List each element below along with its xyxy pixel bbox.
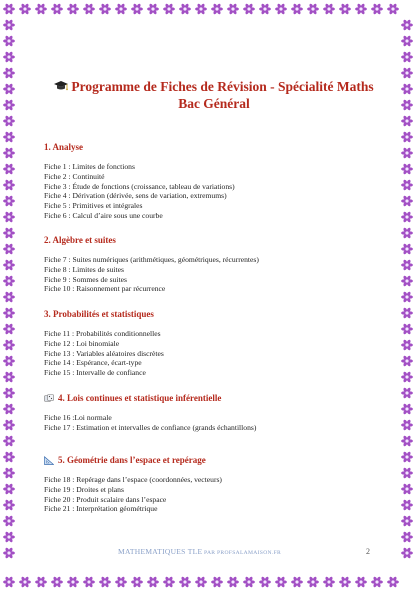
flower-icon: [401, 195, 413, 207]
title-line-1: Programme de Fiches de Révision - Spécialité Maths: [71, 79, 374, 94]
flower-icon: [131, 3, 143, 15]
flower-icon: [323, 576, 335, 588]
flower-icon: [195, 576, 207, 588]
flower-icon: [3, 403, 15, 415]
flower-icon: [3, 179, 15, 191]
flower-icon: [3, 259, 15, 271]
flower-icon: [99, 576, 111, 588]
footer-main-text: MATHEMATIQUES TLE: [118, 547, 203, 556]
set-square-icon: [44, 456, 54, 465]
section-title: [44, 393, 384, 404]
flower-icon: [3, 323, 15, 335]
fiche-item: Fiche 13 : Variables aléatoires discrètes: [44, 348, 164, 358]
flower-icon: [3, 467, 15, 479]
flower-icon: [67, 576, 79, 588]
section-title-text: 3. Probabilités et statistiques: [44, 309, 154, 319]
flower-icon: [3, 499, 15, 511]
flower-icon: [211, 576, 223, 588]
section-2: [44, 235, 384, 294]
fiche-item: Fiche 2 : Continuité: [44, 171, 105, 181]
section-title-text: 2. Algèbre et suites: [44, 235, 116, 245]
flower-icon: [401, 99, 413, 111]
flower-icon: [131, 576, 143, 588]
flower-icon: [19, 3, 31, 15]
section-1: [44, 142, 384, 221]
flower-icon: [3, 339, 15, 351]
flower-icon: [3, 419, 15, 431]
flower-icon: [401, 291, 413, 303]
flower-icon: [401, 323, 413, 335]
flower-icon: [401, 115, 413, 127]
flower-icon: [3, 147, 15, 159]
flower-icon: [339, 3, 351, 15]
flower-icon: [3, 243, 15, 255]
flower-icon: [3, 291, 15, 303]
fiche-item: Fiche 17 : Estimation et intervalles de confiance (grands échantillons): [44, 422, 257, 432]
document-page: [44, 78, 384, 112]
flower-icon: [401, 275, 413, 287]
flower-icon: [3, 576, 15, 588]
flower-icon: [3, 435, 15, 447]
flower-icon: [3, 275, 15, 287]
flower-icon: [115, 3, 127, 15]
flower-icon: [147, 3, 159, 15]
flower-border-right: [398, 0, 416, 591]
flower-icon: [51, 3, 63, 15]
fiche-item: Fiche 8 : Limites de suites: [44, 264, 124, 274]
flower-icon: [243, 3, 255, 15]
fiche-item: Fiche 20 : Produit scalaire dans l’espace: [44, 494, 167, 504]
flower-icon: [371, 3, 383, 15]
flower-icon: [35, 3, 47, 15]
flower-icon: [401, 51, 413, 63]
fiche-item: Fiche 12 : Loi binomiale: [44, 338, 120, 348]
flower-icon: [3, 19, 15, 31]
flower-icon: [3, 307, 15, 319]
flower-icon: [401, 243, 413, 255]
flower-border-bottom: [0, 573, 416, 591]
flower-icon: [3, 355, 15, 367]
fiche-item: Fiche 3 : Étude de fonctions (croissance, tableau de variations): [44, 181, 235, 191]
flower-icon: [401, 179, 413, 191]
flower-icon: [387, 576, 399, 588]
flower-icon: [35, 576, 47, 588]
flower-icon: [99, 3, 111, 15]
footer-small-text: PAR PROFSALAMAISON.FR: [202, 550, 282, 556]
flower-icon: [3, 99, 15, 111]
flower-icon: [19, 576, 31, 588]
fiche-item: Fiche 9 : Sommes de suites: [44, 274, 127, 284]
flower-icon: [179, 576, 191, 588]
flower-icon: [401, 339, 413, 351]
flower-border-top: [0, 0, 416, 18]
flower-icon: [355, 576, 367, 588]
flower-icon: [3, 387, 15, 399]
flower-icon: [83, 3, 95, 15]
flower-icon: [259, 3, 271, 15]
flower-icon: [401, 131, 413, 143]
flower-icon: [163, 3, 175, 15]
flower-icon: [323, 3, 335, 15]
flower-icon: [3, 51, 15, 63]
flower-icon: [211, 3, 223, 15]
fiche-item: Fiche 21 : Interprétation géométrique: [44, 504, 158, 514]
fiche-item: Fiche 1 : Limites de fonctions: [44, 162, 135, 171]
section-3: [44, 309, 384, 378]
flower-icon: [3, 371, 15, 383]
section-title: [44, 455, 384, 466]
flower-icon: [67, 3, 79, 15]
flower-icon: [401, 387, 413, 399]
fiche-list: [44, 413, 384, 433]
flower-icon: [3, 515, 15, 527]
flower-icon: [275, 3, 287, 15]
dice-icon: [44, 394, 54, 403]
flower-border-left: [0, 0, 18, 591]
fiche-item: Fiche 5 : Primitives et intégrales: [44, 201, 143, 211]
flower-icon: [3, 35, 15, 47]
flower-icon: [401, 451, 413, 463]
flower-icon: [3, 483, 15, 495]
fiche-item: Fiche 19 : Droites et plans: [44, 484, 124, 494]
flower-icon: [3, 211, 15, 223]
flower-icon: [179, 3, 191, 15]
flower-icon: [3, 451, 15, 463]
fiche-item: Fiche 15 : Intervalle de confiance: [44, 368, 146, 378]
fiche-item: Fiche 16 :Loi normale: [44, 413, 112, 422]
flower-icon: [371, 576, 383, 588]
section-title: [44, 309, 384, 320]
flower-icon: [3, 115, 15, 127]
flower-icon: [401, 419, 413, 431]
section-title: [44, 235, 384, 246]
flower-icon: [259, 576, 271, 588]
flower-icon: [401, 403, 413, 415]
flower-icon: [291, 576, 303, 588]
flower-icon: [401, 227, 413, 239]
flower-icon: [401, 19, 413, 31]
fiche-item: Fiche 6 : Calcul d’aire sous une courbe: [44, 210, 163, 220]
flower-icon: [401, 307, 413, 319]
flower-icon: [3, 531, 15, 543]
flower-icon: [401, 515, 413, 527]
flower-icon: [401, 499, 413, 511]
flower-icon: [401, 147, 413, 159]
flower-icon: [387, 3, 399, 15]
fiche-item: Fiche 10 : Raisonnement par récurrence: [44, 284, 166, 294]
flower-icon: [401, 35, 413, 47]
fiche-list: [44, 162, 384, 221]
section-title-text: 4. Lois continues et statistique inférentielle: [58, 393, 222, 403]
flower-icon: [115, 576, 127, 588]
flower-icon: [275, 576, 287, 588]
flower-icon: [401, 435, 413, 447]
graduation-cap-icon: [54, 80, 68, 92]
flower-icon: [401, 355, 413, 367]
footer-label: [118, 547, 281, 556]
flower-icon: [227, 576, 239, 588]
flower-icon: [401, 211, 413, 223]
section-title-text: 1. Analyse: [44, 142, 84, 152]
title-line-2: Bac Général: [178, 96, 250, 111]
flower-icon: [401, 163, 413, 175]
flower-icon: [401, 467, 413, 479]
section-4: [44, 393, 384, 433]
fiche-item: Fiche 4 : Dérivation (dérivée, sens de variation, extremums): [44, 191, 227, 201]
flower-icon: [401, 67, 413, 79]
flower-icon: [401, 483, 413, 495]
flower-icon: [83, 576, 95, 588]
section-title-text: 5. Géométrie dans l’espace et repérage: [58, 455, 206, 465]
section-title: [44, 142, 384, 153]
flower-icon: [401, 371, 413, 383]
fiche-list: [44, 255, 384, 294]
document-title: [44, 78, 384, 112]
flower-icon: [3, 83, 15, 95]
fiche-list: [44, 329, 384, 378]
flower-icon: [401, 531, 413, 543]
flower-icon: [3, 195, 15, 207]
fiche-list: [44, 475, 384, 514]
flower-icon: [243, 576, 255, 588]
flower-icon: [227, 3, 239, 15]
flower-icon: [163, 576, 175, 588]
flower-icon: [3, 163, 15, 175]
page-footer: [0, 547, 416, 559]
flower-icon: [339, 576, 351, 588]
flower-icon: [307, 3, 319, 15]
flower-icon: [3, 67, 15, 79]
fiche-item: Fiche 18 : Repérage dans l’espace (coordonnées, vecteurs): [44, 475, 222, 484]
flower-icon: [401, 259, 413, 271]
fiche-item: Fiche 11 : Probabilités conditionnelles: [44, 329, 161, 338]
flower-icon: [3, 131, 15, 143]
flower-icon: [355, 3, 367, 15]
page-number: 2: [366, 547, 370, 556]
flower-icon: [401, 83, 413, 95]
flower-icon: [307, 576, 319, 588]
flower-icon: [3, 3, 15, 15]
section-5: [44, 455, 384, 514]
flower-icon: [3, 227, 15, 239]
flower-icon: [51, 576, 63, 588]
flower-icon: [195, 3, 207, 15]
flower-icon: [291, 3, 303, 15]
flower-icon: [147, 576, 159, 588]
fiche-item: Fiche 7 : Suites numériques (arithmétiques, géométriques, récurrentes): [44, 255, 259, 264]
fiche-item: Fiche 14 : Espérance, écart-type: [44, 358, 142, 368]
